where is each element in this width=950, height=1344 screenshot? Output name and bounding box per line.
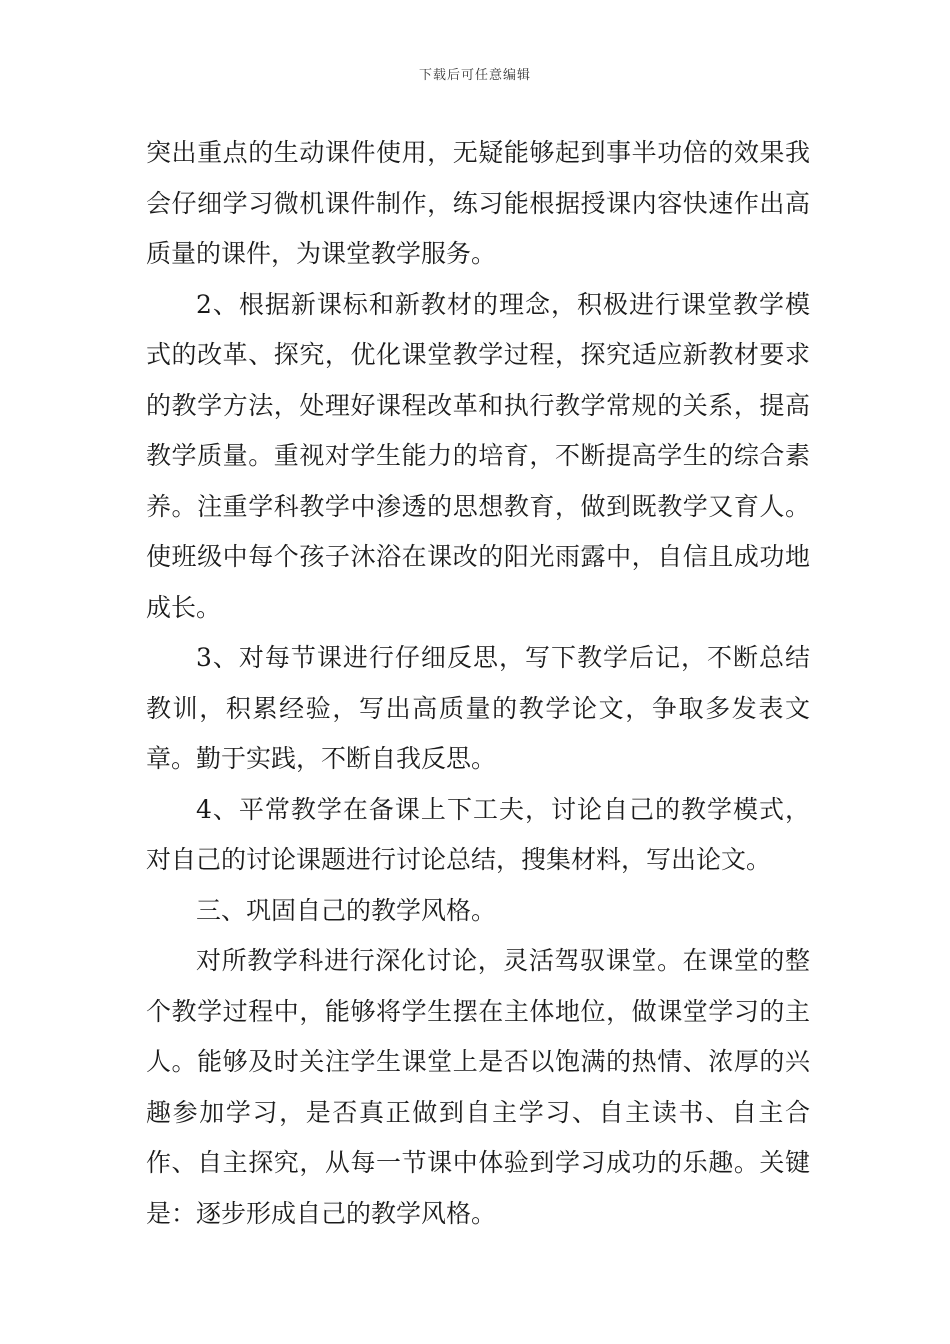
section-heading: 三、巩固自己的教学风格。 xyxy=(196,895,497,925)
paragraph-4: 4、平常教学在备课上下工夫，讨论自己的教学模式，对自己的讨论课题进行讨论总结，搜集材料，写出论文。 xyxy=(146,794,810,874)
paragraph-5: 对所教学科进行深化讨论，灵活驾驭课堂。在课堂的整个教学过程中，能够将学生摆在主体地位，做课堂学习的主人。能够及时关注学生课堂上是否以饱满的热情、浓厚的兴趣参加学习，是否真正做到自主学习、自主读书、自主合作、自主探究，从每一节课中体验到学习成功的乐趣。关键是：逐步形成自己的教学风格。 xyxy=(146,946,810,1228)
paragraph-3: 3、对每节课进行仔细反思，写下教学后记，不断总结教训，积累经验，写出高质量的教学论文，争取多发表文章。勤于实践，不断自我反思。 xyxy=(146,643,810,773)
page-header: 下载后可任意编辑 xyxy=(418,68,531,83)
document-body xyxy=(146,128,810,1239)
paragraph-1: 突出重点的生动课件使用，无疑能够起到事半功倍的效果我会仔细学习微机课件制作，练习能根据授课内容快速作出高质量的课件，为课堂教学服务。 xyxy=(146,138,810,268)
paragraph-2: 2、根据新课标和新教材的理念，积极进行课堂教学模式的改革、探究，优化课堂教学过程，探究适应新教材要求的教学方法，处理好课程改革和执行教学常规的关系，提高教学质量。重视对学生能力的培育，不断提高学生的综合素养。注重学科教学中渗透的思想教育，做到既教学又育人。使班级中每个孩子沐浴在课改的阳光雨露中，自信且成功地成长。 xyxy=(146,289,810,622)
